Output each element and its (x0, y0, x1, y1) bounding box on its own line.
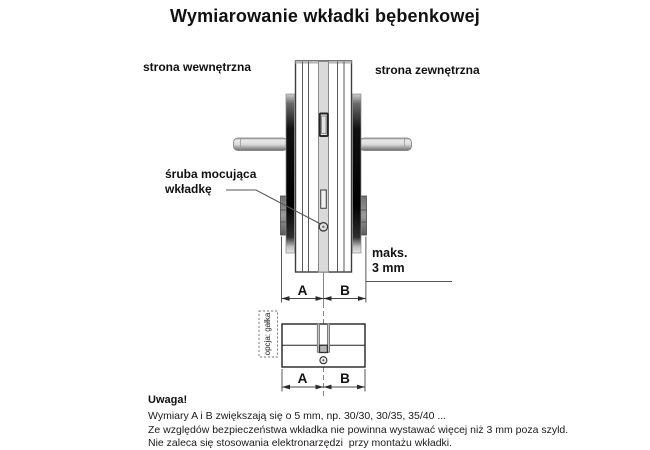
keyhole-slot (320, 114, 328, 137)
door-cross-section (296, 61, 352, 272)
max-protrusion-label (372, 246, 407, 276)
dimension-b-label-lower: B (340, 371, 350, 386)
dimension-a-label-lower: A (297, 371, 308, 386)
fixing-screw-label-line2: wkładkę (165, 182, 212, 196)
max-protrusion-label-line2: 3 mm (372, 261, 405, 275)
spindle-left (234, 138, 288, 151)
cam-notch (320, 345, 328, 352)
spindle-right (360, 138, 412, 151)
fixing-screw-label-line1: śruba mocująca (165, 167, 257, 181)
inner-side-label: strona wewnętrzna (143, 60, 252, 74)
escutcheon-left (286, 94, 295, 253)
escutcheon-right (353, 94, 362, 253)
dimension-a-label-upper: A (297, 283, 308, 298)
fixing-screw (319, 223, 327, 231)
max-protrusion-label-line1: maks. (372, 246, 408, 260)
cylinder-profile (282, 324, 365, 367)
page-title: Wymiarowanie wkładki bębenkowej (170, 6, 480, 26)
note-line-2: Ze względów bezpieczeństwa wkładka nie powinna wystawać więcej niż 3 mm poza szyld. (148, 423, 569, 436)
dimension-b-label-upper: B (340, 283, 350, 298)
knob-option-label: opcja: gałka (263, 312, 272, 356)
fixing-screw-label (165, 167, 256, 197)
note-line-3: Nie zaleca się stosowania elektronarzędzi przy montażu wkładki. (148, 437, 453, 449)
screw-channel-slot (321, 190, 327, 208)
outer-side-label: strona zewnętrzna (375, 63, 480, 77)
notes-heading: Uwaga! (148, 394, 188, 406)
note-line-1: Wymiary A i B zwiększają się o 5 mm, np. 30/30, 30/35, 35/40 ... (148, 410, 447, 422)
cylinder-channel (319, 62, 329, 273)
